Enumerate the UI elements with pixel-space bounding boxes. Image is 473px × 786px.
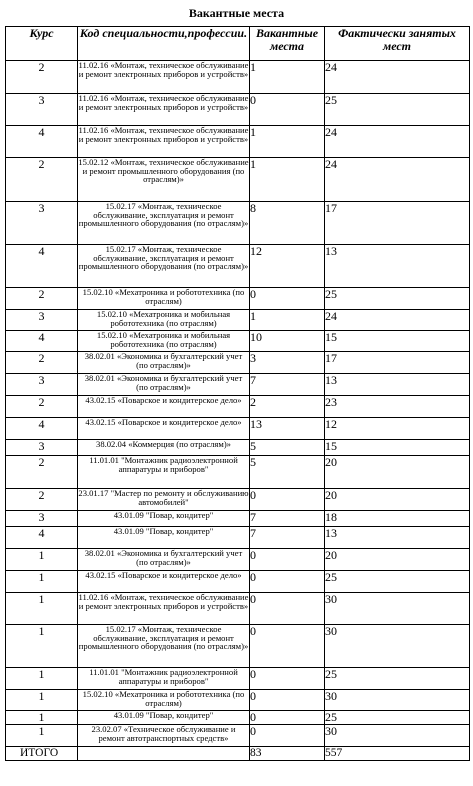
table-row	[6, 690, 470, 711]
vacant-cell: 2	[250, 396, 325, 418]
vacant-cell: 7	[250, 374, 325, 396]
course-cell: 4	[6, 331, 78, 352]
occupied-cell: 24	[325, 126, 470, 158]
table-row	[6, 571, 470, 593]
specialty-cell: 38.02.01 «Экономика и бухгалтерский учет (по отраслям)»	[78, 374, 250, 396]
total-vacant: 83	[250, 747, 325, 761]
occupied-cell: 12	[325, 418, 470, 440]
occupied-cell: 15	[325, 331, 470, 352]
occupied-cell: 25	[325, 571, 470, 593]
course-cell: 3	[6, 511, 78, 527]
table-row	[6, 158, 470, 202]
occupied-cell: 30	[325, 690, 470, 711]
table-row	[6, 94, 470, 126]
table-header-row	[6, 27, 470, 61]
table-row	[6, 549, 470, 571]
vacant-cell: 0	[250, 690, 325, 711]
total-spec-cell	[78, 747, 250, 761]
vacant-cell: 13	[250, 418, 325, 440]
total-row	[6, 747, 470, 761]
vacant-cell: 1	[250, 310, 325, 331]
course-cell: 1	[6, 668, 78, 690]
course-cell: 4	[6, 245, 78, 288]
course-cell: 2	[6, 396, 78, 418]
vacant-cell: 1	[250, 61, 325, 94]
course-cell: 2	[6, 61, 78, 94]
table-row	[6, 61, 470, 94]
table-row	[6, 418, 470, 440]
course-cell: 1	[6, 711, 78, 725]
course-cell: 2	[6, 352, 78, 374]
table-row	[6, 126, 470, 158]
course-cell: 2	[6, 158, 78, 202]
specialty-cell: 11.02.16 «Монтаж, техническое обслуживание и ремонт электронных приборов и устройств»	[78, 593, 250, 625]
occupied-cell: 20	[325, 549, 470, 571]
table-row	[6, 593, 470, 625]
table-row	[6, 374, 470, 396]
course-cell: 1	[6, 571, 78, 593]
header-occupied: Фактически занятых мест	[325, 27, 470, 61]
specialty-cell: 38.02.04 «Коммерция (по отраслям)»	[78, 440, 250, 456]
table-row	[6, 202, 470, 245]
course-cell: 3	[6, 94, 78, 126]
specialty-cell: 15.02.10 «Мехатроника и робототехника (по отраслям)	[78, 690, 250, 711]
vacant-cell: 0	[250, 489, 325, 511]
table-row	[6, 527, 470, 549]
specialty-cell: 15.02.10 «Мехатроника и мобильная робототехника (по отраслям)	[78, 331, 250, 352]
specialty-cell: 15.02.17 «Монтаж, техническое обслуживание, эксплуатация и ремонт промышленного оборудования (по отраслям)»	[78, 245, 250, 288]
course-cell: 2	[6, 288, 78, 310]
course-cell: 4	[6, 527, 78, 549]
header-code: Код специальности,профессии.	[78, 27, 250, 61]
table-row	[6, 511, 470, 527]
specialty-cell: 43.01.09 "Повар, кондитер"	[78, 511, 250, 527]
occupied-cell: 30	[325, 625, 470, 668]
vacant-cell: 7	[250, 511, 325, 527]
vacant-cell: 0	[250, 571, 325, 593]
occupied-cell: 13	[325, 245, 470, 288]
specialty-cell: 15.02.12 «Монтаж, техническое обслуживание и ремонт промышленного оборудования (по отраслям)»	[78, 158, 250, 202]
specialty-cell: 15.02.17 «Монтаж, техническое обслуживание, эксплуатация и ремонт промышленного оборудования (по отраслям)»	[78, 625, 250, 668]
specialty-cell: 23.01.17 "Мастер по ремонту и обслуживанию автомобилей"	[78, 489, 250, 511]
specialty-cell: 11.02.16 «Монтаж, техническое обслуживание и ремонт электронных приборов и устройств»	[78, 61, 250, 94]
occupied-cell: 30	[325, 593, 470, 625]
specialty-cell: 38.02.01 «Экономика и бухгалтерский учет (по отраслям)»	[78, 352, 250, 374]
table-row	[6, 668, 470, 690]
table-row	[6, 625, 470, 668]
occupied-cell: 24	[325, 310, 470, 331]
course-cell: 1	[6, 725, 78, 747]
vacant-cell: 0	[250, 725, 325, 747]
table-row	[6, 711, 470, 725]
occupied-cell: 24	[325, 61, 470, 94]
occupied-cell: 25	[325, 94, 470, 126]
page-title: Вакантные места	[188, 6, 285, 20]
occupied-cell: 13	[325, 374, 470, 396]
specialty-cell: 43.02.15 «Поварское и кондитерское дело»	[78, 418, 250, 440]
occupied-cell: 13	[325, 527, 470, 549]
course-cell: 1	[6, 593, 78, 625]
course-cell: 1	[6, 690, 78, 711]
vacant-cell: 8	[250, 202, 325, 245]
specialty-cell: 15.02.17 «Монтаж, техническое обслуживание, эксплуатация и ремонт промышленного оборудования (по отраслям)»	[78, 202, 250, 245]
course-cell: 3	[6, 374, 78, 396]
occupied-cell: 25	[325, 668, 470, 690]
table-row	[6, 288, 470, 310]
table-row	[6, 352, 470, 374]
specialty-cell: 43.02.15 «Поварское и кондитерское дело»	[78, 396, 250, 418]
table-row	[6, 489, 470, 511]
occupied-cell: 25	[325, 711, 470, 725]
vacant-cell: 5	[250, 440, 325, 456]
specialty-cell: 11.02.16 «Монтаж, техническое обслуживание и ремонт электронных приборов и устройств»	[78, 126, 250, 158]
vacant-cell: 0	[250, 625, 325, 668]
table-row	[6, 310, 470, 331]
specialty-cell: 11.01.01 "Монтажник радиоэлектронной аппаратуры и приборов"	[78, 668, 250, 690]
vacant-cell: 0	[250, 711, 325, 725]
table-row	[6, 396, 470, 418]
course-cell: 1	[6, 549, 78, 571]
course-cell: 2	[6, 489, 78, 511]
occupied-cell: 23	[325, 396, 470, 418]
vacant-cell: 0	[250, 593, 325, 625]
header-course: Курс	[6, 27, 78, 61]
vacant-cell: 1	[250, 126, 325, 158]
course-cell: 1	[6, 625, 78, 668]
occupied-cell: 17	[325, 352, 470, 374]
occupied-cell: 24	[325, 158, 470, 202]
specialty-cell: 43.01.09 "Повар, кондитер"	[78, 711, 250, 725]
table-body	[6, 61, 470, 747]
occupied-cell: 18	[325, 511, 470, 527]
specialty-cell: 23.02.07 «Техническое обслуживание и ремонт автотранспортных средств»	[78, 725, 250, 747]
table-row	[6, 331, 470, 352]
occupied-cell: 20	[325, 456, 470, 489]
vacancies-table	[5, 26, 470, 761]
vacant-cell: 0	[250, 668, 325, 690]
specialty-cell: 11.02.16 «Монтаж, техническое обслуживание и ремонт электронных приборов и устройств»	[78, 94, 250, 126]
table-row	[6, 456, 470, 489]
total-label: ИТОГО	[6, 747, 78, 761]
specialty-cell: 38.02.01 «Экономика и бухгалтерский учет (по отраслям)»	[78, 549, 250, 571]
specialty-cell: 15.02.10 «Мехатроника и мобильная робототехника (по отраслям)	[78, 310, 250, 331]
course-cell: 4	[6, 418, 78, 440]
vacant-cell: 10	[250, 331, 325, 352]
vacant-cell: 1	[250, 158, 325, 202]
occupied-cell: 15	[325, 440, 470, 456]
vacant-cell: 0	[250, 94, 325, 126]
header-vacant: Вакантные места	[250, 27, 325, 61]
course-cell: 2	[6, 456, 78, 489]
vacant-cell: 7	[250, 527, 325, 549]
occupied-cell: 30	[325, 725, 470, 747]
vacant-cell: 5	[250, 456, 325, 489]
specialty-cell: 11.01.01 "Монтажник радиоэлектронной аппаратуры и приборов"	[78, 456, 250, 489]
occupied-cell: 17	[325, 202, 470, 245]
course-cell: 3	[6, 310, 78, 331]
table-row	[6, 245, 470, 288]
table-row	[6, 440, 470, 456]
course-cell: 3	[6, 202, 78, 245]
vacant-cell: 12	[250, 245, 325, 288]
specialty-cell: 15.02.10 «Мехатроника и робототехника (по отраслям)	[78, 288, 250, 310]
occupied-cell: 20	[325, 489, 470, 511]
vacant-cell: 0	[250, 288, 325, 310]
specialty-cell: 43.01.09 "Повар, кондитер"	[78, 527, 250, 549]
table-row	[6, 725, 470, 747]
course-cell: 3	[6, 440, 78, 456]
vacant-cell: 3	[250, 352, 325, 374]
specialty-cell: 43.02.15 «Поварское и кондитерское дело»	[78, 571, 250, 593]
occupied-cell: 25	[325, 288, 470, 310]
total-occupied: 557	[325, 747, 470, 761]
vacant-cell: 0	[250, 549, 325, 571]
course-cell: 4	[6, 126, 78, 158]
